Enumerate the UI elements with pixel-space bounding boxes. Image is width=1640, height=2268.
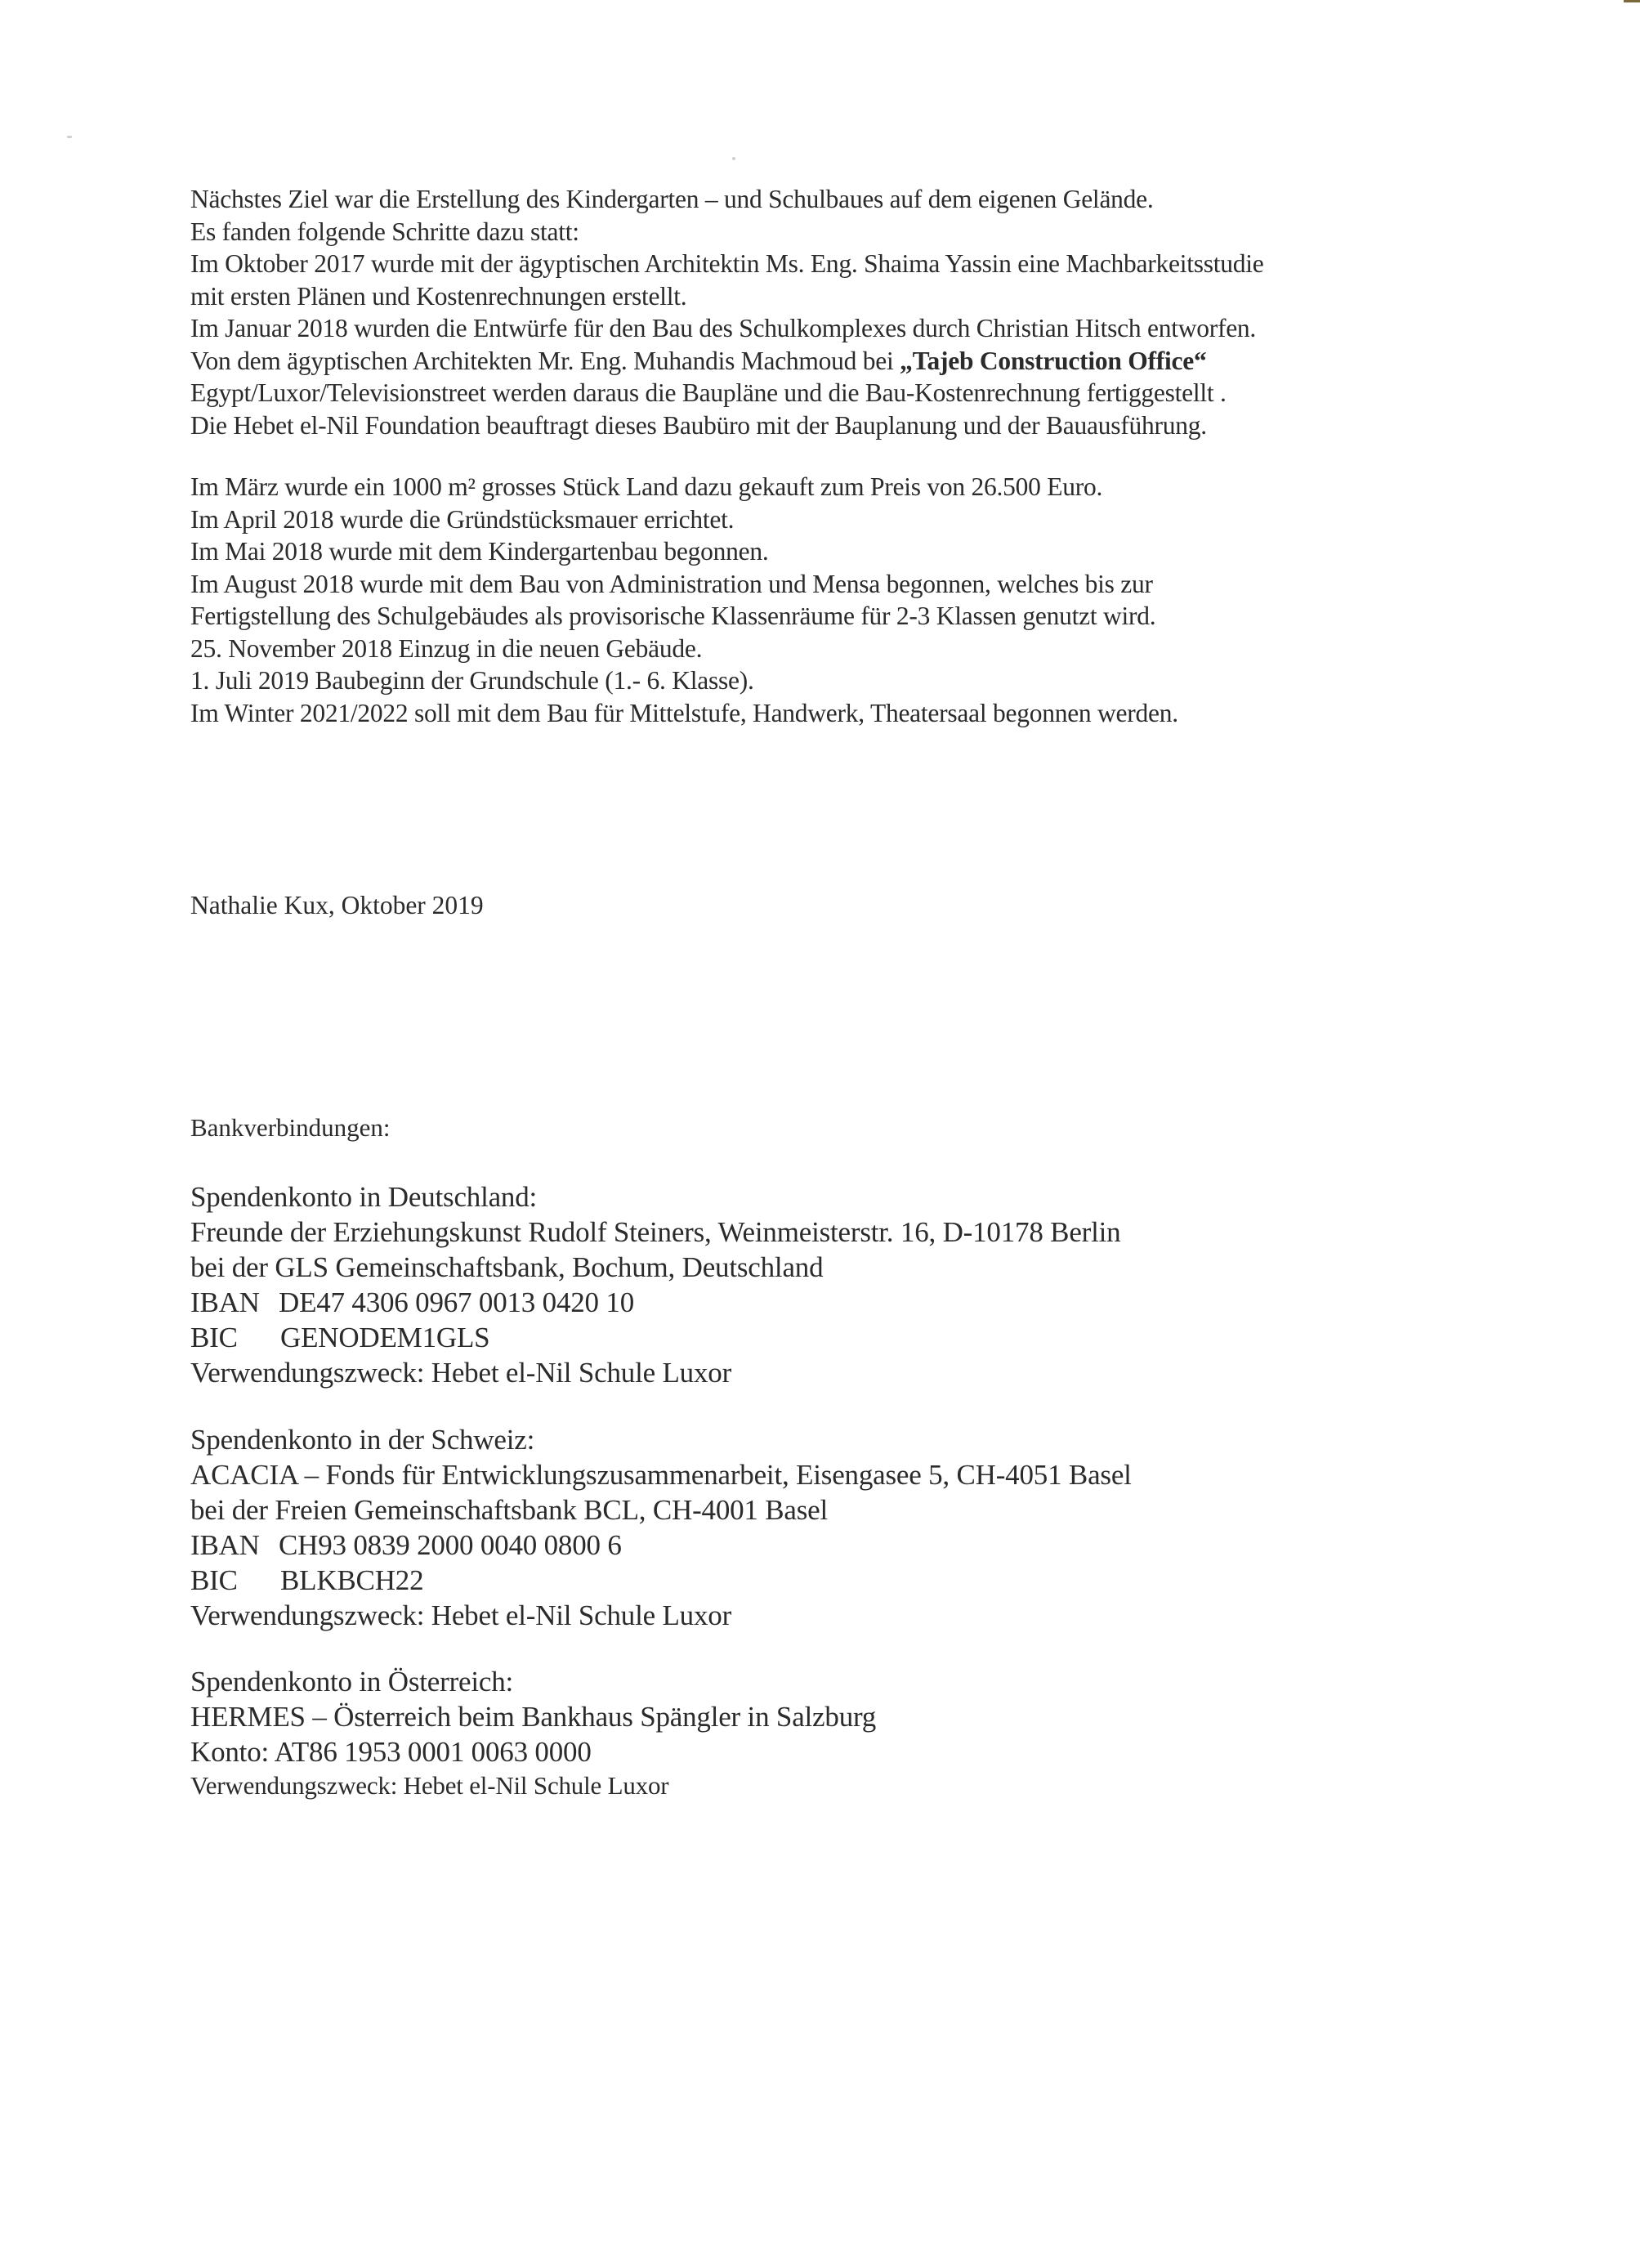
iban-value: DE47 4306 0967 0013 0420 10: [279, 1286, 635, 1318]
bank-details-heading: Bankverbindungen:: [190, 1113, 391, 1142]
intro-line: Egypt/Luxor/Televisionstreet werden daraus die Baupläne und die Bau-Kostenrechnung fertiggestellt .: [190, 378, 1227, 407]
account-purpose: Verwendungszweck: Hebet el-Nil Schule Luxor: [190, 1357, 732, 1389]
author-signature-line: Nathalie Kux, Oktober 2019: [190, 891, 484, 919]
iban-value: CH93 0839 2000 0040 0800 6: [279, 1529, 622, 1561]
intro-line: [190, 345, 1264, 378]
timeline-line: Im April 2018 wurde die Gründstücksmauer errichtet.: [190, 504, 735, 534]
bic-label: BIC: [190, 1322, 238, 1353]
account-purpose: Verwendungszweck: Hebet el-Nil Schule Luxor: [190, 1599, 732, 1631]
iban-label: IBAN: [190, 1529, 260, 1561]
account-recipient: HERMES – Österreich beim Bankhaus Spängler in Salzburg: [190, 1701, 877, 1733]
construction-timeline-paragraph: [190, 471, 1178, 729]
account-bic: [190, 1563, 1132, 1598]
intro-line: Nächstes Ziel war die Erstellung des Kindergarten – und Schulbaues auf dem eigenen Gelände.: [190, 185, 1154, 213]
intro-line: mit ersten Plänen und Kostenrechnungen erstellt.: [190, 281, 687, 311]
account-title: Spendenkonto in der Schweiz:: [190, 1424, 535, 1456]
account-iban: [190, 1285, 1120, 1320]
timeline-line: 1. Juli 2019 Baubeginn der Grundschule (1.- 6. Klasse).: [190, 666, 754, 695]
donation-account-germany: [190, 1179, 1120, 1390]
account-bic: [190, 1320, 1120, 1355]
timeline-line: Im Mai 2018 wurde mit dem Kindergartenbau begonnen.: [190, 537, 769, 566]
timeline-line: Im Winter 2021/2022 soll mit dem Bau für Mittelstufe, Handwerk, Theatersaal begonnen werden.: [190, 698, 1178, 727]
bic-value: GENODEM1GLS: [280, 1322, 490, 1353]
account-title: Spendenkonto in Österreich:: [190, 1666, 514, 1698]
iban-label: IBAN: [190, 1286, 260, 1318]
bic-value: BLKBCH22: [280, 1564, 424, 1596]
donation-account-switzerland: [190, 1422, 1132, 1633]
account-purpose: Verwendungszweck: Hebet el-Nil Schule Luxor: [190, 1771, 669, 1800]
timeline-line: 25. November 2018 Einzug in die neuen Gebäude.: [190, 633, 703, 663]
timeline-line: Im August 2018 wurde mit dem Bau von Administration und Mensa begonnen, welches bis zur: [190, 569, 1153, 598]
intro-line: Im Januar 2018 wurden die Entwürfe für den Bau des Schulkomplexes durch Christian Hitsch entworfen.: [190, 314, 1257, 342]
intro-line: Es fanden folgende Schritte dazu statt:: [190, 217, 579, 246]
account-recipient: ACACIA – Fonds für Entwicklungszusammenarbeit, Eisengasee 5, CH-4051 Basel: [190, 1459, 1132, 1491]
donation-account-austria: [190, 1664, 876, 1802]
scan-speck: [67, 136, 72, 138]
intro-line: Im Oktober 2017 wurde mit der ägyptischen Architektin Ms. Eng. Shaima Yassin eine Machbarkeitsstudie: [190, 249, 1264, 278]
account-recipient: Freunde der Erziehungskunst Rudolf Steiners, Weinmeisterstr. 16, D-10178 Berlin: [190, 1216, 1121, 1248]
account-bank: bei der GLS Gemeinschaftsbank, Bochum, Deutschland: [190, 1251, 824, 1283]
account-number: Konto: AT86 1953 0001 0063 0000: [190, 1736, 592, 1768]
timeline-line: Fertigstellung des Schulgebäudes als provisorische Klassenräume für 2-3 Klassen genutzt wird.: [190, 602, 1156, 630]
bic-label: BIC: [190, 1564, 238, 1596]
intro-line: Die Hebet el-Nil Foundation beauftragt dieses Baubüro mit der Bauplanung und der Bauausführung.: [190, 410, 1207, 440]
scan-edge-mark: [1624, 0, 1640, 2]
account-iban: [190, 1528, 1132, 1563]
scan-speck: [732, 157, 735, 160]
construction-office-name: „Tajeb Construction Office“: [900, 346, 1207, 375]
construction-intro-paragraph: [190, 183, 1264, 441]
account-bank: bei der Freien Gemeinschaftsbank BCL, CH-4001 Basel: [190, 1494, 829, 1526]
timeline-line: Im März wurde ein 1000 m² grosses Stück Land dazu gekauft zum Preis von 26.500 Euro.: [190, 472, 1103, 501]
intro-line-text: Von dem ägyptischen Architekten Mr. Eng. Muhandis Machmoud bei: [190, 346, 900, 375]
account-title: Spendenkonto in Deutschland:: [190, 1181, 538, 1213]
